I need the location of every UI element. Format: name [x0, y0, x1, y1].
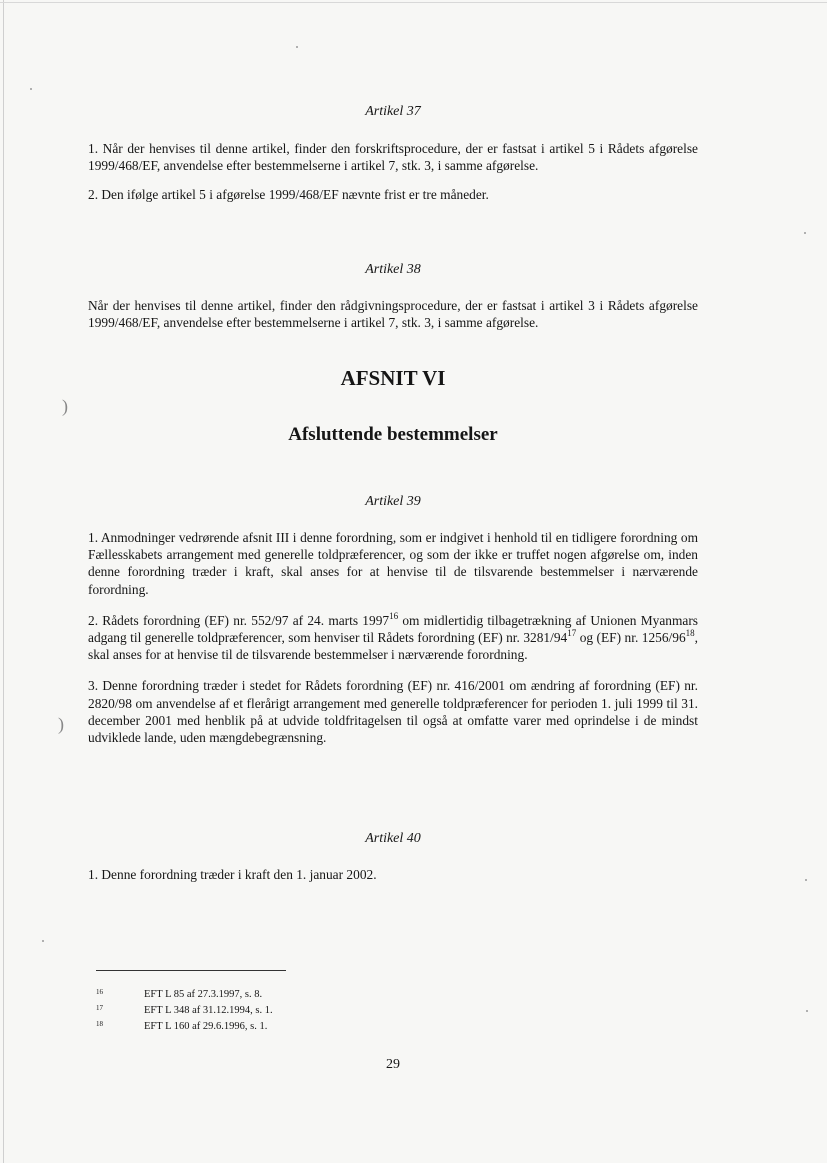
scan-speck: [805, 879, 807, 881]
section-subheading: Afsluttende bestemmelser: [288, 424, 498, 445]
article-39-paragraph-2: [88, 612, 698, 664]
article-39-paragraph-3: 3. Denne forordning træder i stedet for Rådets forordning (EF) nr. 416/2001 om ændring af forordning (EF) nr. 2820/98 om anvendelse af et flerårigt arrangement med generelle toldpræferencer for perioden 1. juli 1999 til 31. december 2001 med henblik på at udvide toldfritagelsen til også at omfatte varer med oprindelse i de mindst udviklede lande, uden mængdebegrænsning.: [88, 678, 698, 746]
footnote-17: [96, 1002, 273, 1017]
footnote-divider: [96, 970, 286, 971]
article-38-title: Artikel 38: [365, 262, 421, 277]
footnote-number: 17: [96, 1004, 103, 1012]
footnote-18: [96, 1018, 267, 1033]
scan-speck: [804, 232, 806, 234]
article-39-title: Artikel 39: [365, 494, 421, 509]
page-number: 29: [386, 1057, 400, 1072]
scan-speck: [806, 1010, 808, 1012]
scan-edge-top: [0, 2, 827, 3]
article-38-paragraph-1: Når der henvises til denne artikel, finder den rådgivningsprocedure, der er fastsat i artikel 3 i Rådets afgørelse 1999/468/EF, anvendelse efter bestemmelserne i artikel 7, stk. 3, i samme afgørelse.: [88, 298, 698, 331]
footnote-16: [96, 986, 262, 1001]
section-heading: AFSNIT VI: [340, 366, 446, 390]
article-37-paragraph-1: 1. Når der henvises til denne artikel, finder den forskriftsprocedure, der er fastsat i artikel 5 i Rådets afgørelse 1999/468/EF, anvendelse efter bestemmelserne i artikel 7, stk. 3, i samme afgørelse.: [88, 141, 698, 174]
footnote-text: EFT L 160 af 29.6.1996, s. 1.: [144, 1021, 268, 1032]
footnote-ref-18: 18: [685, 628, 695, 639]
scan-edge-left: [3, 0, 4, 1163]
scan-speck: [296, 46, 298, 48]
article-37-title: Artikel 37: [365, 104, 421, 119]
article-39-paragraph-1: 1. Anmodninger vedrørende afsnit III i denne forordning, som er indgivet i henhold til en tidligere forordning om Fællesskabets arrangement med generelle toldpræferencer, og som der ikke er truffet nogen afgørelse om, inden denne forordning træder i kraft, skal anses for at henvise til de tilsvarende bestemmelser i nærværende forordning.: [88, 530, 698, 597]
article-37-body: [88, 140, 698, 204]
footnote-text: EFT L 85 af 27.3.1997, s. 8.: [144, 989, 263, 1000]
footnote-number: 16: [96, 988, 103, 996]
article-39-paragraph-2-text-d: , skal anses for at henvise til de tilsvarende bestemmelser i nærværende forordning.: [88, 630, 699, 663]
scan-artifact-mark: ): [58, 714, 64, 734]
article-40-paragraph-1: 1. Denne forordning træder i kraft den 1. januar 2002.: [88, 867, 377, 882]
article-39-paragraph-2-text-c: og (EF) nr. 1256/96: [576, 630, 686, 646]
footnote-ref-16: 16: [389, 610, 399, 621]
footnote-text: EFT L 348 af 31.12.1994, s. 1.: [144, 1005, 273, 1016]
footnote-ref-17: 17: [567, 628, 577, 639]
scan-speck: [42, 940, 44, 942]
article-40-body: [88, 866, 698, 883]
article-39-paragraph-2-text-a: 2. Rådets forordning (EF) nr. 552/97 af 24. marts 1997: [88, 612, 390, 628]
article-40-title: Artikel 40: [365, 831, 421, 846]
article-39-paragraph-2-text-b: om midlertidig tilbagetrækning af Unionen Myanmars adgang til generelle toldpræferencer, som henviser til Rådets forordning (EF) nr. 3281/94: [88, 612, 698, 646]
article-37-paragraph-2: 2. Den ifølge artikel 5 i afgørelse 1999/468/EF nævnte frist er tre måneder.: [88, 187, 489, 203]
article-38-body: [88, 297, 698, 331]
footnote-number: 18: [96, 1020, 103, 1028]
scan-artifact-mark: ): [62, 396, 68, 416]
scan-speck: [30, 88, 32, 90]
article-39-body: [88, 529, 698, 746]
